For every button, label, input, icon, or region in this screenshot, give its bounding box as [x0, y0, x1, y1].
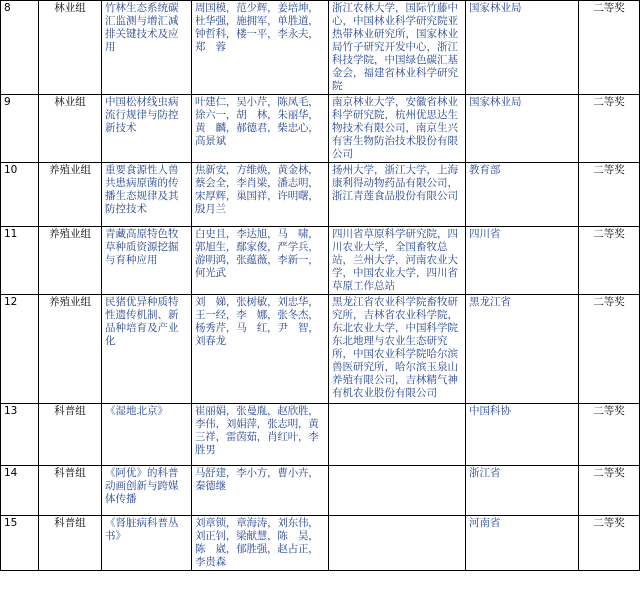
row-people: 叶建仁，吴小芹，陈凤毛，徐六一，胡 林，朱丽华，黄 麟，郝德君，柴忠心，高景斌: [192, 95, 329, 163]
row-nominator: 中国科协: [466, 404, 579, 466]
row-group: 科普组: [39, 404, 102, 466]
row-number: 13: [1, 404, 39, 466]
row-group: 养殖业组: [39, 295, 102, 404]
row-project: 中国松材线虫病流行规律与防控新技术: [102, 95, 192, 163]
row-grade: 二等奖: [579, 516, 640, 571]
row-project: 《湿地北京》: [102, 404, 192, 466]
row-number: 9: [1, 95, 39, 163]
row-nominator: 教育部: [466, 163, 579, 227]
row-people: 马舒建，李小方，曹小卉，秦德继: [192, 466, 329, 516]
row-project: 青藏高原特色牧草种质资源挖掘与育种应用: [102, 227, 192, 295]
table-row: [1, 404, 640, 466]
row-group: 科普组: [39, 466, 102, 516]
row-project: 民猪优异种质特性遗传机制、新品种培育及产业化: [102, 295, 192, 404]
row-grade: 二等奖: [579, 227, 640, 295]
row-orgs: [329, 404, 466, 466]
row-grade: 二等奖: [579, 404, 640, 466]
awards-table-body: [1, 1, 640, 571]
row-number: 10: [1, 163, 39, 227]
row-group: 林业组: [39, 1, 102, 95]
row-grade: 二等奖: [579, 1, 640, 95]
row-nominator: 四川省: [466, 227, 579, 295]
table-row: [1, 163, 640, 227]
row-orgs: 黑龙江省农业科学院畜牧研究所，吉林省农业科学院，东北农业大学，中国科学院东北地理与农业生态研究所，中国农业科学院哈尔滨兽医研究所，哈尔滨玉泉山养殖有限公司，吉林精气神有机农业股份有限公司: [329, 295, 466, 404]
row-project: 《肾脏病科普丛书》: [102, 516, 192, 571]
row-people: 刘 娣，张树敏，刘忠华，王一经，李 娜，张冬杰，杨秀芹，马 红，尹 智，刘春龙: [192, 295, 329, 404]
row-grade: 二等奖: [579, 95, 640, 163]
row-number: 11: [1, 227, 39, 295]
table-row: [1, 95, 640, 163]
row-grade: 二等奖: [579, 295, 640, 404]
row-project: 《阿优》的科普动画创新与跨媒体传播: [102, 466, 192, 516]
row-nominator: 河南省: [466, 516, 579, 571]
row-orgs: 四川省草原科学研究院，四川农业大学，全国畜牧总站，兰州大学，河南农业大学，中国农业大学，四川省草原工作总站: [329, 227, 466, 295]
table-row: [1, 466, 640, 516]
row-orgs: 南京林业大学，安徽省林业科学研究院，杭州优思达生物技术有限公司，南京生兴有害生物防治技术股份有限公司: [329, 95, 466, 163]
row-group: 林业组: [39, 95, 102, 163]
row-group: 养殖业组: [39, 227, 102, 295]
row-people: 焦新安，方维焕，黄金林，蔡会全，李肖梁，潘志明，宋厚辉，巢国祥，许明曙，殷月兰: [192, 163, 329, 227]
table-row: [1, 295, 640, 404]
row-people: 崔丽娟，张曼胤，赵欣胜，李伟，刘娟萍，张志明，黄三祥，雷茵茹，肖红叶，李胜男: [192, 404, 329, 466]
row-people: 白史且，李达旭，马 啸，郭旭生，鄢家俊，严学兵，游明鸿，张蕴薇，李新一，何光武: [192, 227, 329, 295]
row-number: 12: [1, 295, 39, 404]
row-orgs: 扬州大学，浙江大学，上海康利得动物药品有限公司，浙江青莲食品股份有限公司: [329, 163, 466, 227]
row-grade: 二等奖: [579, 466, 640, 516]
row-nominator: 浙江省: [466, 466, 579, 516]
row-project: 重要食源性人兽共患病原菌的传播生态规律及其防控技术: [102, 163, 192, 227]
row-people: 刘章锁，章海涛，刘东伟，刘正钊，梁献慧，陈 昊，陈 崴，郁胜强，赵占正，李贵森: [192, 516, 329, 571]
table-row: [1, 227, 640, 295]
row-nominator: 国家林业局: [466, 95, 579, 163]
row-project: 竹林生态系统碳汇监测与增汇减排关键技术及应用: [102, 1, 192, 95]
row-nominator: 国家林业局: [466, 1, 579, 95]
row-number: 15: [1, 516, 39, 571]
row-orgs: [329, 516, 466, 571]
table-row: [1, 516, 640, 571]
row-number: 14: [1, 466, 39, 516]
table-row: [1, 1, 640, 95]
row-number: 8: [1, 1, 39, 95]
row-orgs: 浙江农林大学，国际竹藤中心，中国林业科学研究院亚热带林业研究所，国家林业局竹子研究开发中心，浙江科技学院，中国绿色碳汇基金会，福建省林业科学研究院: [329, 1, 466, 95]
row-orgs: [329, 466, 466, 516]
row-nominator: 黑龙江省: [466, 295, 579, 404]
row-grade: 二等奖: [579, 163, 640, 227]
row-group: 养殖业组: [39, 163, 102, 227]
row-group: 科普组: [39, 516, 102, 571]
row-people: 周国模，范少辉，姜培坤，杜华强，施拥军，单胜道，钟哲科，楼一平，李永夫，郑 蓉: [192, 1, 329, 95]
